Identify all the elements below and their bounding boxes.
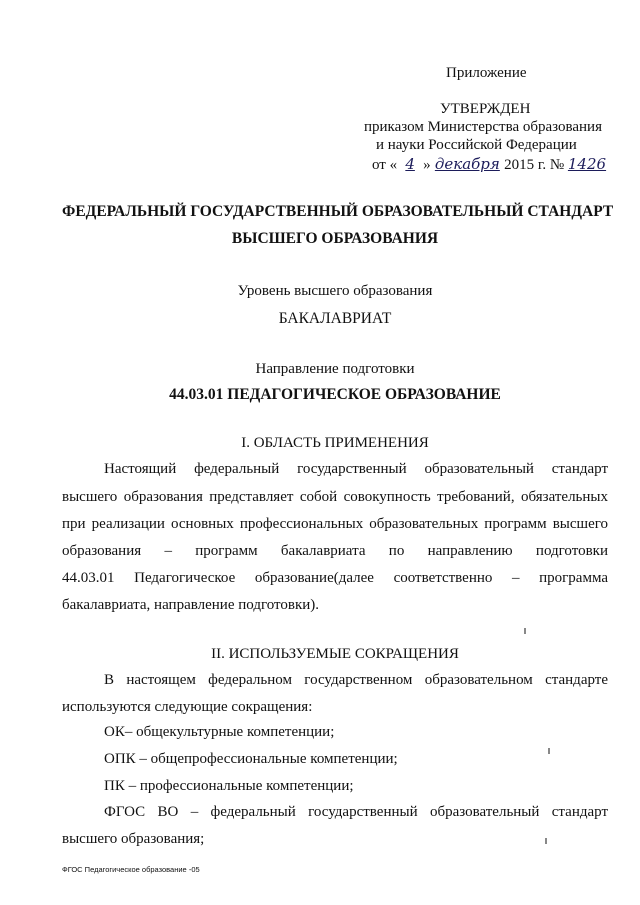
date-prefix: от «	[372, 157, 398, 173]
date-day-handwritten: 4	[405, 155, 415, 173]
section-1-line-6: бакалавриата, направление подготовки).	[62, 597, 320, 613]
abbrev-opk: ОПК – общепрофессиональные компетенции;	[104, 751, 398, 767]
section-2-intro-line-2: используются следующие сокращения:	[62, 699, 313, 715]
abbrev-fgos-line-2: высшего образования;	[62, 831, 205, 847]
scan-speck	[524, 628, 526, 634]
approved-label: УТВЕРЖДЕН	[440, 101, 531, 117]
direction-label: Направление подготовки	[255, 361, 415, 377]
order-number-handwritten: 1426	[567, 155, 607, 173]
section-1-heading: I. ОБЛАСТЬ ПРИМЕНЕНИЯ	[241, 435, 429, 451]
page-footer: ФГОС Педагогическое образование -05	[62, 865, 200, 874]
education-level-value: БАКАЛАВРИАТ	[278, 310, 392, 327]
section-2-intro-line-1: В настоящем федеральном государственном образовательном стандарте	[104, 672, 608, 688]
section-1-line-3: при реализации основных профессиональных образовательных программ высшего	[62, 516, 608, 532]
document-title-line-1: ФЕДЕРАЛЬНЫЙ ГОСУДАРСТВЕННЫЙ ОБРАЗОВАТЕЛЬНЫЙ СТАНДАРТ	[62, 203, 614, 220]
order-date-line	[372, 155, 606, 174]
section-1-line-4: образования – программ бакалавриата по направлению подготовки	[62, 543, 608, 559]
direction-value: 44.03.01 ПЕДАГОГИЧЕСКОЕ ОБРАЗОВАНИЕ	[169, 386, 501, 403]
document-title-line-2: ВЫСШЕГО ОБРАЗОВАНИЯ	[231, 230, 439, 247]
section-2-heading: II. ИСПОЛЬЗУЕМЫЕ СОКРАЩЕНИЯ	[211, 646, 459, 662]
abbrev-fgos-line-1: ФГОС ВО – федеральный государственный образовательный стандарт	[104, 804, 608, 820]
date-mid: »	[423, 157, 431, 173]
date-month-handwritten: декабря	[434, 155, 500, 173]
date-year: 2015 г. №	[504, 157, 565, 173]
section-1-line-2: высшего образования представляет собой совокупность требований, обязательных	[62, 489, 608, 505]
education-level-label: Уровень высшего образования	[237, 283, 433, 299]
abbrev-pk: ПК – профессиональные компетенции;	[104, 778, 354, 794]
scan-speck	[548, 748, 550, 754]
section-1-line-5: 44.03.01 Педагогическое образование(далее соответственно – программа	[62, 570, 608, 586]
scan-speck	[545, 838, 547, 844]
abbrev-ok: ОК– общекультурные компетенции;	[104, 724, 335, 740]
section-1-line-1: Настоящий федеральный государственный образовательный стандарт	[104, 461, 608, 477]
order-line-2: и науки Российской Федерации	[376, 137, 577, 153]
appendix-label: Приложение	[446, 65, 527, 81]
order-line-1: приказом Министерства образования	[364, 119, 602, 135]
